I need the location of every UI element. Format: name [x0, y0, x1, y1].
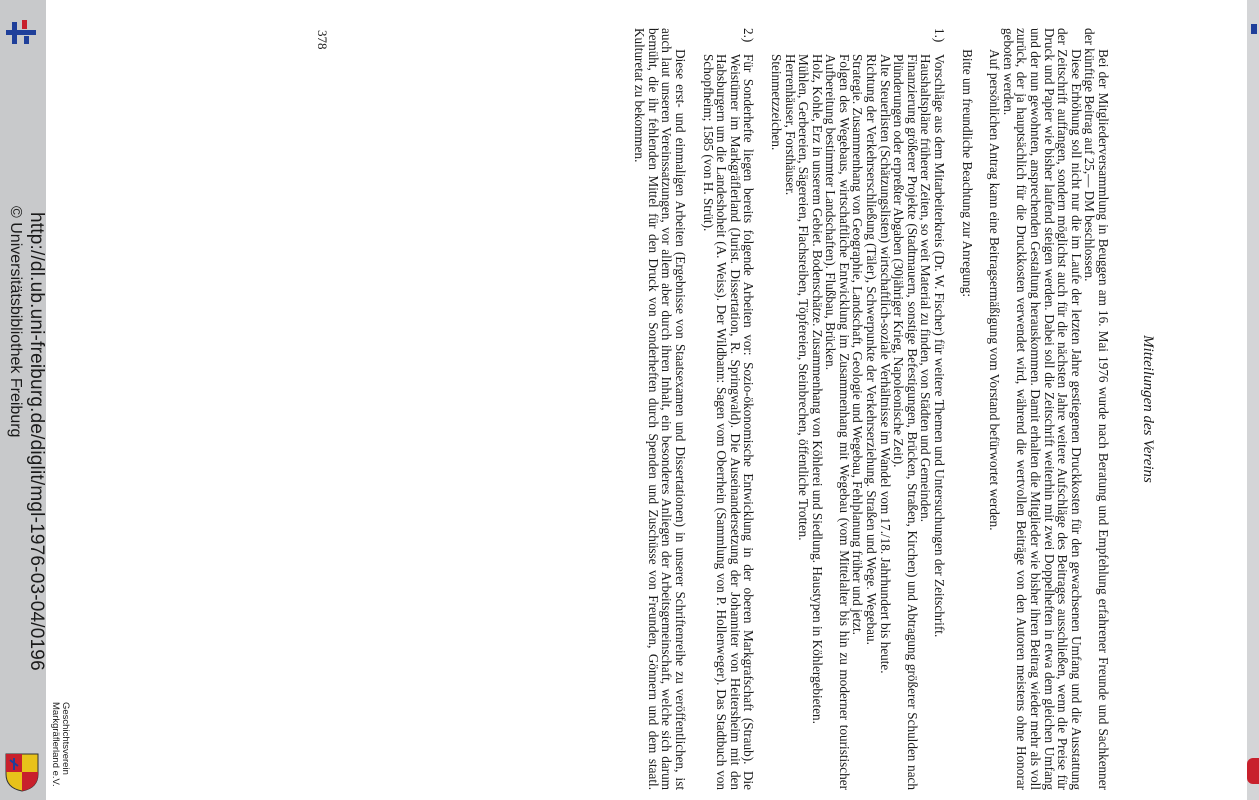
document-body: [633, 28, 1110, 790]
list-line: Alte Steuerlisten (Schätzungslisten) wirtschaftlich-soziale Verhältnisse im Wandel vom 17./18. Jahrhundert bis heute.: [877, 54, 893, 674]
running-title: Mitteilungen des Vereins: [1140, 335, 1156, 483]
copyright-text: © Universitätsbibliothek Freiburg: [7, 206, 24, 438]
list-line: Folgen des Wegebaus, wirtschaftliche Entwicklung im Zusammenhang mit Wegebau (vom Mittelalter bis hin zu moderner touristischer Aufbereitung bestimmter Landschaften). Flußbau, Brücken.: [823, 54, 852, 790]
right-logo-mark-icon: [1251, 24, 1257, 34]
list-number: 1.): [932, 28, 948, 43]
paragraph-reduction: Auf persönlichen Antrag kann eine Beitragsermäßigung vom Vorstand befürwortet werden.: [987, 49, 1003, 531]
verein-crest-icon: [4, 752, 40, 792]
library-logo-icon: [2, 18, 36, 46]
verein-label: [50, 702, 70, 787]
paragraph-contribution: Bei der Mitgliederversammlung in Beuggen am 16. Mai 1976 wurde nach Beratung und Empfehlung erfahrener Freunde und Sachkenner der künftige Beitrag auf 25,— DM beschlossen.: [1082, 28, 1111, 790]
list-line: Holz, Kohle, Erz in unserem Gebiet. Bodenschätze. Zusammenhang von Köhlerei und Siedlung. Haustypen in Köhlergebieten.: [809, 54, 825, 724]
rotated-document-page: [7, 0, 1170, 800]
list-line: Strategie. Zusammenhang von Geographie, Landschaft, Geologie und Wegebau, Fehlplanung früher und jetzt.: [850, 54, 866, 635]
list-line: Herrenhäuser, Forsthäuser.: [782, 54, 798, 196]
verein-line-2: Markgräflerland e.V.: [50, 702, 61, 787]
paragraph-increase: Diese Erhöhung soll nicht nur die im Laufe der letzten Jahre gestiegenen Druckkosten für den gewachsenen Umfang und die Ausstattung der Zeitschrift auffangen, sondern möglichst auch für die nächsten Jahre weitere Aufschläge des Beitrages ausschließen, wenn die Preise für Druck und Papier wie bisher laufend steigen werden. Dabei soll die Zeitschrift weiterhin mit zwei Doppelheften in etwa dem gleichen Umfang und der nun gewohnten, ansprechenden Gestaltung herauskommen. Damit erhalten die Mitglieder wie bisher ihren Beitrag wieder mehr als voll zurück, der ja hauptsächlich für die Druckkosten verwendet wird, während die wertvollen Beiträge von den Autoren meistens ohne Honorar geboten werden.: [1000, 28, 1084, 790]
right-crest-icon: [1247, 758, 1259, 784]
list-line: Mühlen, Gerbereien, Sägereien, Flachsreiben, Töpfereien, Steinbrechen, öffentliche Trotten.: [796, 54, 812, 541]
page-number: 378: [315, 30, 330, 50]
source-url-link[interactable]: http://dl.ub.uni-freiburg.de/diglit/mgl-1976-03-04/0196: [26, 212, 47, 671]
request-heading: Bitte um freundliche Beachtung zur Anregung:: [959, 49, 975, 298]
list-line: Richtung der Verkehrserschließung (Täler), Schwerpunkte der Verkehrserziehung. Straßen und Wege. Wegebau.: [864, 54, 880, 645]
verein-line-1: Geschichtsverein: [60, 702, 71, 775]
paragraph-special-issues: Diese erst- und einmaligen Arbeiten (Ergebnisse von Staatsexamen und Dissertationen) in unserer Schriftenreihe zu veröffentlichen, ist auch laut unseren Vereinssatzungen, vor allem aber durch ihren Inhalt, ein besonderes Anliegen der Arbeitsgemeinschaft, welche sich darum bemüht, die ihr fehlenden Mittel für den Druck von Sonderheften durch Spenden und Zuschüsse von Freunden, Gönnern und dem staatl. Kulturetat zu bekommen.: [632, 28, 688, 790]
list-item: [769, 28, 946, 790]
right-sidebar-strip: [1247, 0, 1259, 800]
list-line: Vorschläge aus dem Mitarbeiterkreis (Dr. W. Fischer) für weitere Themen und Untersuchungen der Zeitschrift.: [932, 54, 948, 638]
list-line: Steinmetzzeichen.: [768, 54, 784, 151]
list-line: Haushaltspläne früherer Zeiten, so weit Material zu finden, von Städten und Gemeinden.: [918, 54, 934, 523]
list-item: [701, 28, 755, 790]
list-line: Für Sonderhefte liegen bereits folgende Arbeiten vor: Sozio-ökonomische Entwicklung in der oberen Markgrafschaft (Straub). Die Weistümer im Markgräflerland (Jurist. Dissertation, R. Springwald). Die Auseinandersetzung der Johanniter von Heitersheim mit den Habsburgern um die Landeshoheit (A. Weiss). Der Wildbann: Sagen vom Oberrhein (Sammlung von P. Hollenweger). Das Stadtbuch von Schopfheim; 1585 (von H. Strüt).: [700, 54, 757, 790]
list-number: 2.): [741, 28, 757, 43]
list-line: Finanzierung größerer Projekte (Stadtmauern, sonstige Befestigungen, Brücken, Straßen, Kirchen) und Abtragung größerer Schulden nach Plünderungen oder erpreßter Abgaben (30jähriger Krieg, Napoleonische Zeit).: [891, 54, 920, 790]
